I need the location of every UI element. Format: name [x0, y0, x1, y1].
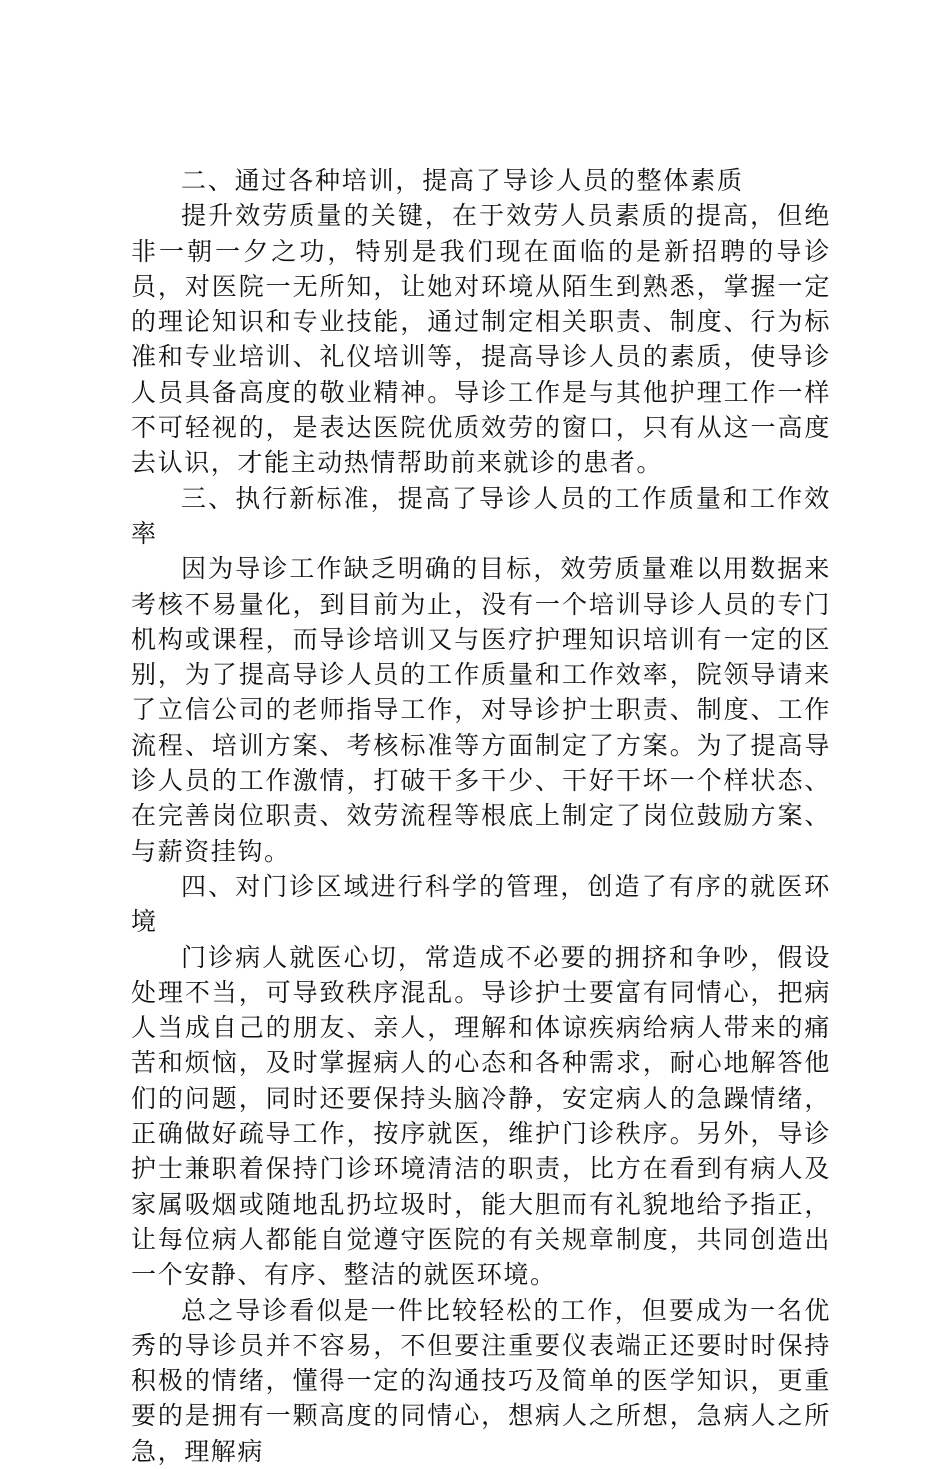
- document-body: [131, 163, 831, 1469]
- paragraph-outpatient-management: 门诊病人就医心切，常造成不必要的拥挤和争吵，假设处理不当，可导致秩序混乱。导诊护士要富有同情心，把病人当成自己的朋友、亲人，理解和体谅疾病给病人带来的痛苦和烦恼，及时掌握病人的心态和各种需求，耐心地解答他们的问题，同时还要保持头脑冷静，安定病人的急躁情绪，正确做好疏导工作，按序就医，维护门诊秩序。另外，导诊护士兼职着保持门诊环境清洁的职责，比方在看到有病人及家属吸烟或随地乱扔垃圾时，能大胆而有礼貌地给予指正，让每位病人都能自觉遵守医院的有关规章制度，共同创造出一个安静、有序、整洁的就医环境。: [131, 942, 831, 1290]
- section-heading-training: 二、通过各种培训，提高了导诊人员的整体素质: [181, 166, 744, 195]
- paragraph-new-standard: 因为导诊工作缺乏明确的目标，效劳质量难以用数据来考核不易量化，到目前为止，没有一个培训导诊人员的专门机构或课程，而导诊培训又与医疗护理知识培训有一定的区别，为了提高导诊人员的工作质量和工作效率，院领导请来了立信公司的老师指导工作，对导诊护士职责、制度、工作流程、培训方案、考核标准等方面制定了方案。为了提高导诊人员的工作激情，打破干多干少、干好干坏一个样状态、在完善岗位职责、效劳流程等根底上制定了岗位鼓励方案、与薪资挂钩。: [131, 554, 831, 866]
- paragraph-summary: 总之导诊看似是一件比较轻松的工作，但要成为一名优秀的导诊员并不容易，不但要注重要仪表端正还要时时保持积极的情绪，懂得一定的沟通技巧及简单的医学知识，更重要的是拥有一颗高度的同情心，想病人之所想，急病人之所急，理解病: [131, 1295, 831, 1466]
- section-heading-new-standard: 三、执行新标准，提高了导诊人员的工作质量和工作效率: [131, 483, 831, 548]
- section-heading-outpatient-management: 四、对门诊区域进行科学的管理，创造了有序的就医环境: [131, 871, 831, 937]
- paragraph-training: 提升效劳质量的关键，在于效劳人员素质的提高，但绝非一朝一夕之功，特别是我们现在面临的是新招聘的导诊员，对医院一无所知，让她对环境从陌生到熟悉，掌握一定的理论知识和专业技能，通过制定相关职责、制度、行为标准和专业培训、礼仪培训等，提高导诊人员的素质，使导诊人员具备高度的敬业精神。导诊工作是与其他护理工作一样不可轻视的，是表达医院优质效劳的窗口，只有从这一高度去认识，才能主动热情帮助前来就诊的患者。: [131, 201, 831, 478]
